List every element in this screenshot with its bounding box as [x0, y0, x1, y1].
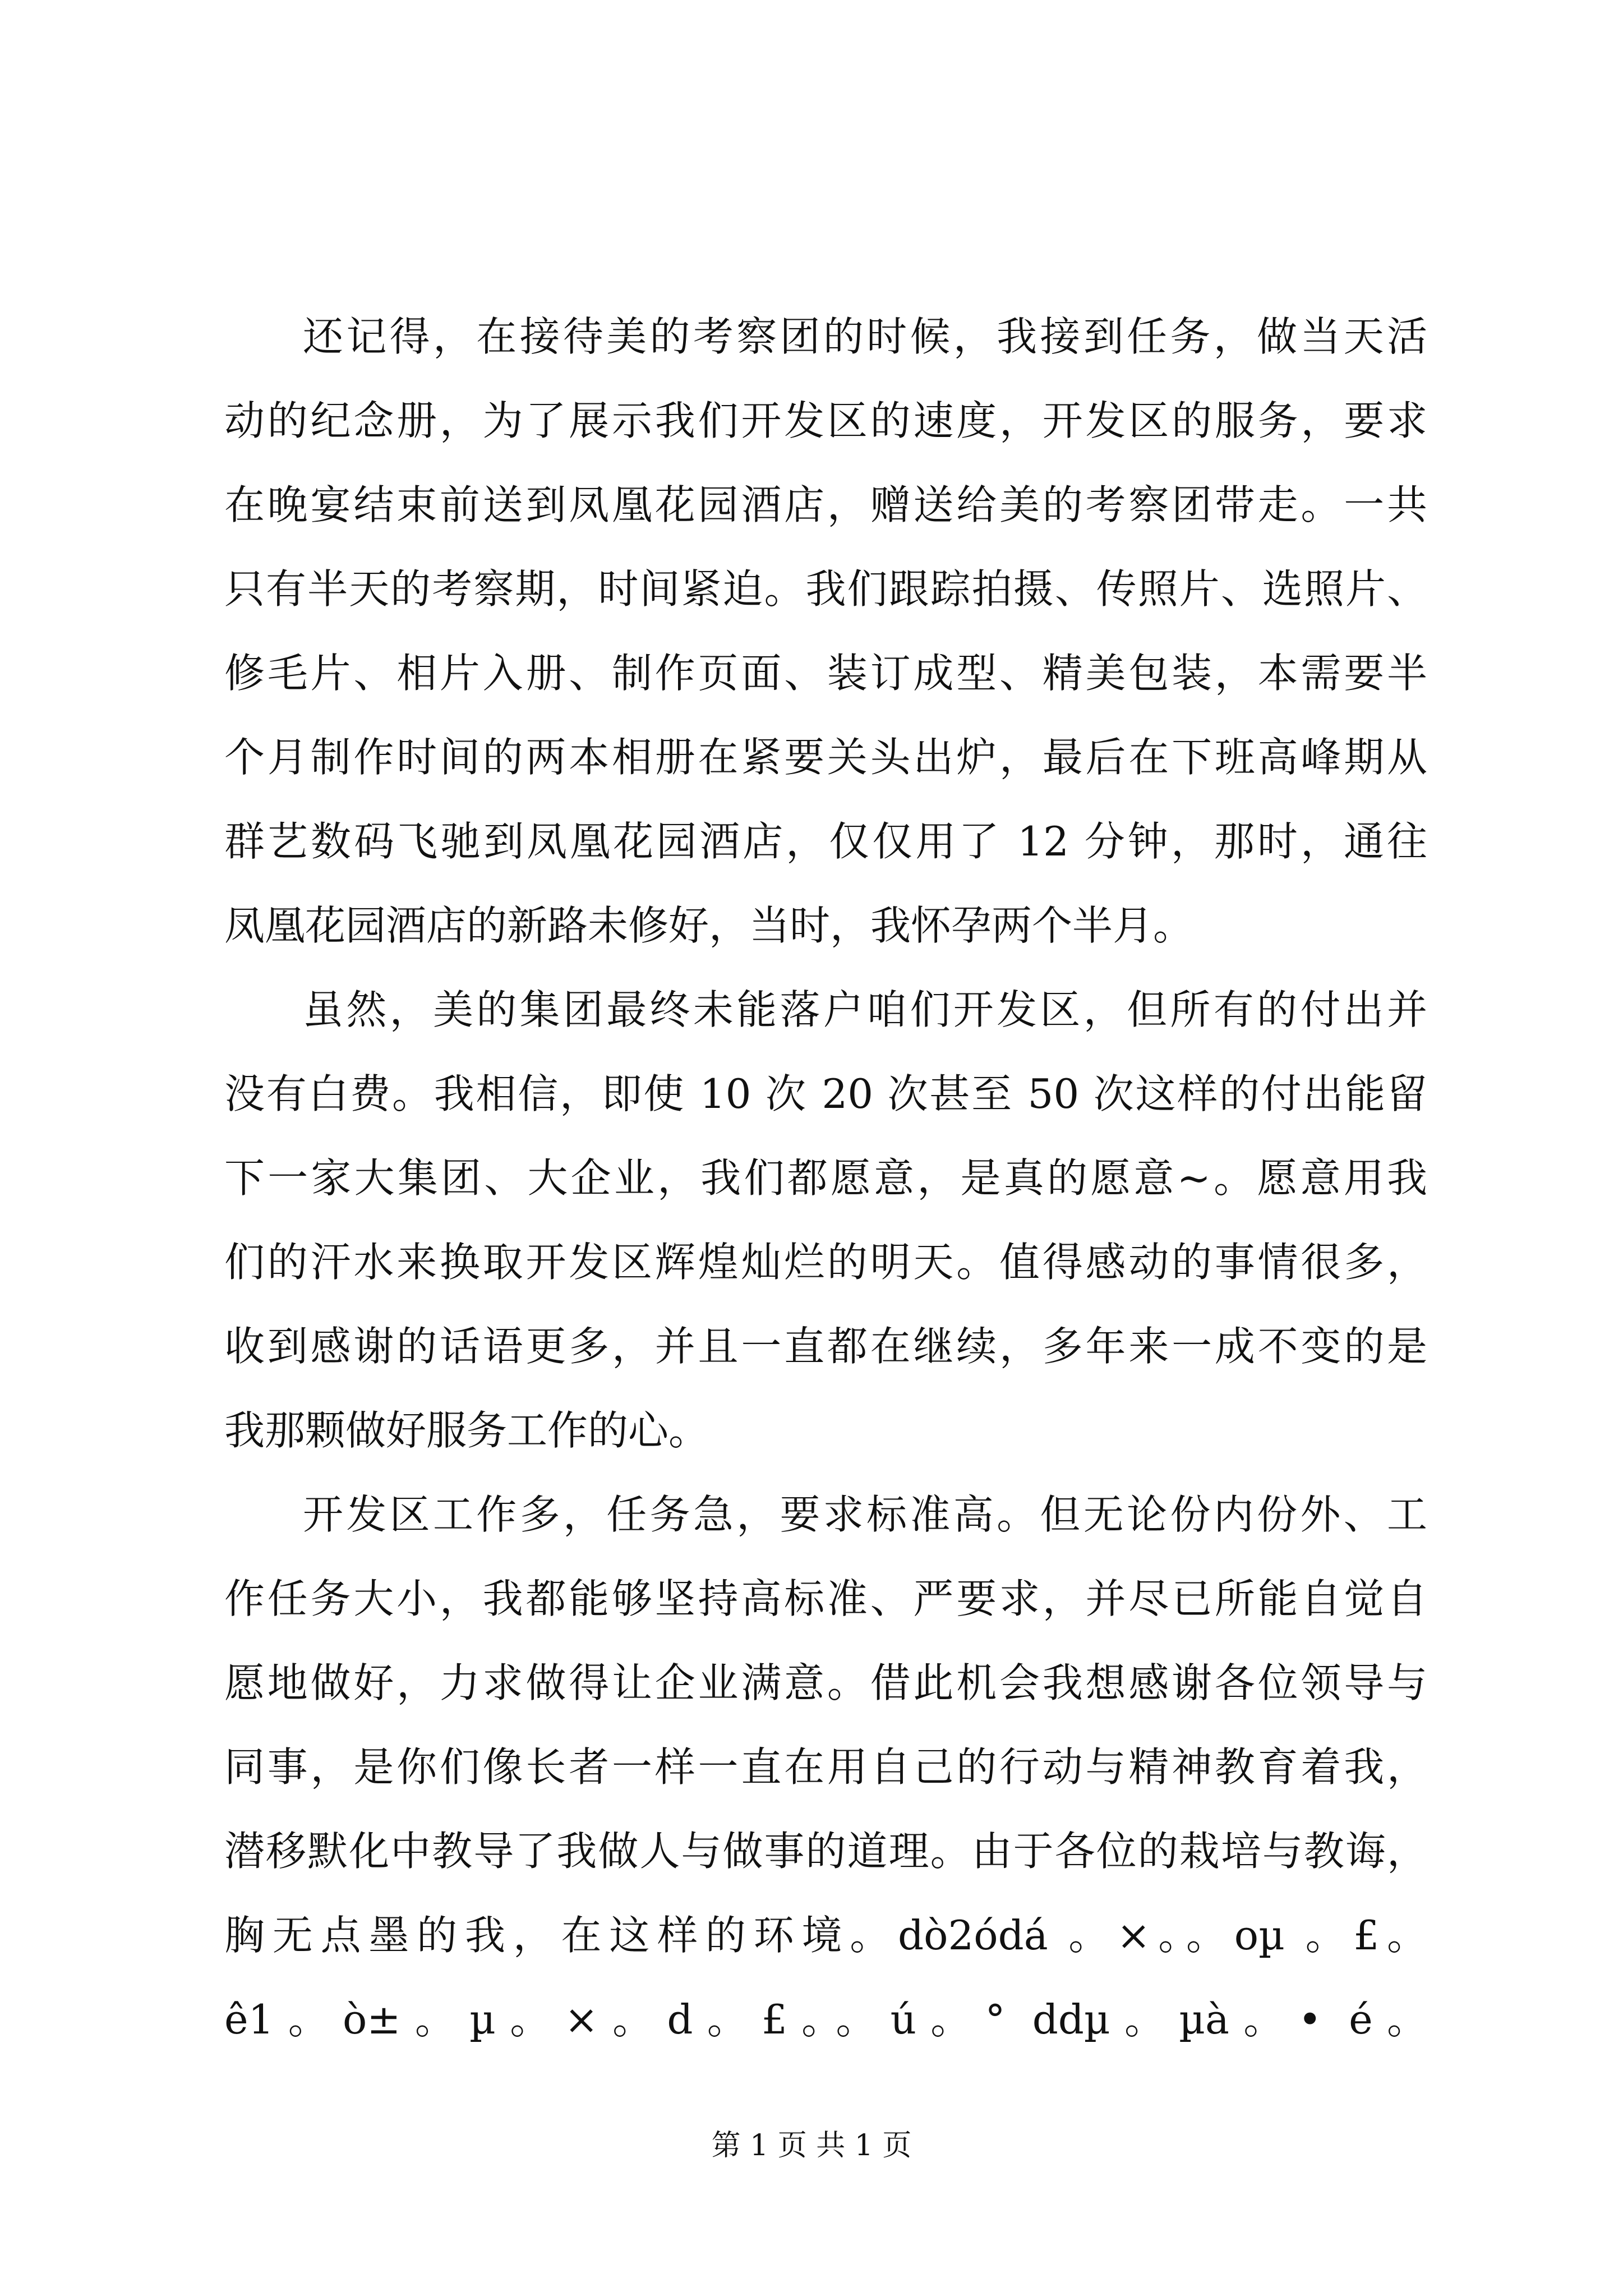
paragraph-3-line-7: ê1。ò±。µ。×。d。£。。ú。° ddµ。µà。• é。: [224, 1996, 1427, 2043]
paragraph-2-line-1: 虽然，美的集团最终未能落户咱们开发区，但所有的付出并: [303, 986, 1427, 1033]
paragraph-1-line-7: 群艺数码飞驰到凤凰花园酒店，仅仅用了 12 分钟，那时，通往: [224, 818, 1427, 865]
paragraph-2-line-5: 收到感谢的话语更多，并且一直都在继续，多年来一成不变的是: [224, 1323, 1427, 1370]
paragraph-3-line-2: 作任务大小，我都能够坚持高标准、严要求，并尽已所能自觉自: [224, 1575, 1427, 1622]
paragraph-1-line-2: 动的纪念册，为了展示我们开发区的速度，开发区的服务，要求: [224, 397, 1427, 444]
paragraph-1-line-5: 修毛片、相片入册、制作页面、装订成型、精美包装，本需要半: [224, 650, 1427, 697]
paragraph-2-line-2: 没有白费。我相信，即使 10 次 20 次甚至 50 次这样的付出能留: [224, 1070, 1427, 1117]
paragraph-3-line-6: 胸无点墨的我，在这样的环境。dò2ódá 。×。。oµ 。£。: [224, 1912, 1427, 1959]
paragraph-3-line-3: 愿地做好，力求做得让企业满意。借此机会我想感谢各位领导与: [224, 1659, 1427, 1706]
paragraph-1-line-6: 个月制作时间的两本相册在紧要关头出炉，最后在下班高峰期从: [224, 734, 1427, 781]
paragraph-1-line-1: 还记得，在接待美的考察团的时候，我接到任务，做当天活: [303, 313, 1427, 360]
paragraph-3-line-5: 潜移默化中教导了我做人与做事的道理。由于各位的栽培与教诲，: [224, 1828, 1427, 1875]
paragraph-3-line-4: 同事，是你们像长者一样一直在用自己的行动与精神教育着我，: [224, 1743, 1427, 1791]
paragraph-1-line-8: 凤凰花园酒店的新路未修好，当时，我怀孕两个半月。: [224, 902, 1194, 949]
paragraph-2-line-4: 们的汗水来换取开发区辉煌灿烂的明天。值得感动的事情很多，: [224, 1239, 1427, 1286]
paragraph-1-line-3: 在晚宴结束前送到凤凰花园酒店，赠送给美的考察团带走。一共: [224, 481, 1427, 528]
paragraph-1-line-4: 只有半天的考察期，时间紧迫。我们跟踪拍摄、传照片、选照片、: [224, 565, 1427, 613]
paragraph-2-line-3: 下一家大集团、大企业，我们都愿意，是真的愿意~。愿意用我: [224, 1154, 1427, 1202]
page-footer: 第 1 页 共 1 页: [711, 2129, 912, 2162]
paragraph-3-line-1: 开发区工作多，任务急，要求标准高。但无论份内份外、工: [303, 1491, 1427, 1538]
paragraph-2-line-6: 我那颗做好服务工作的心。: [224, 1407, 709, 1454]
